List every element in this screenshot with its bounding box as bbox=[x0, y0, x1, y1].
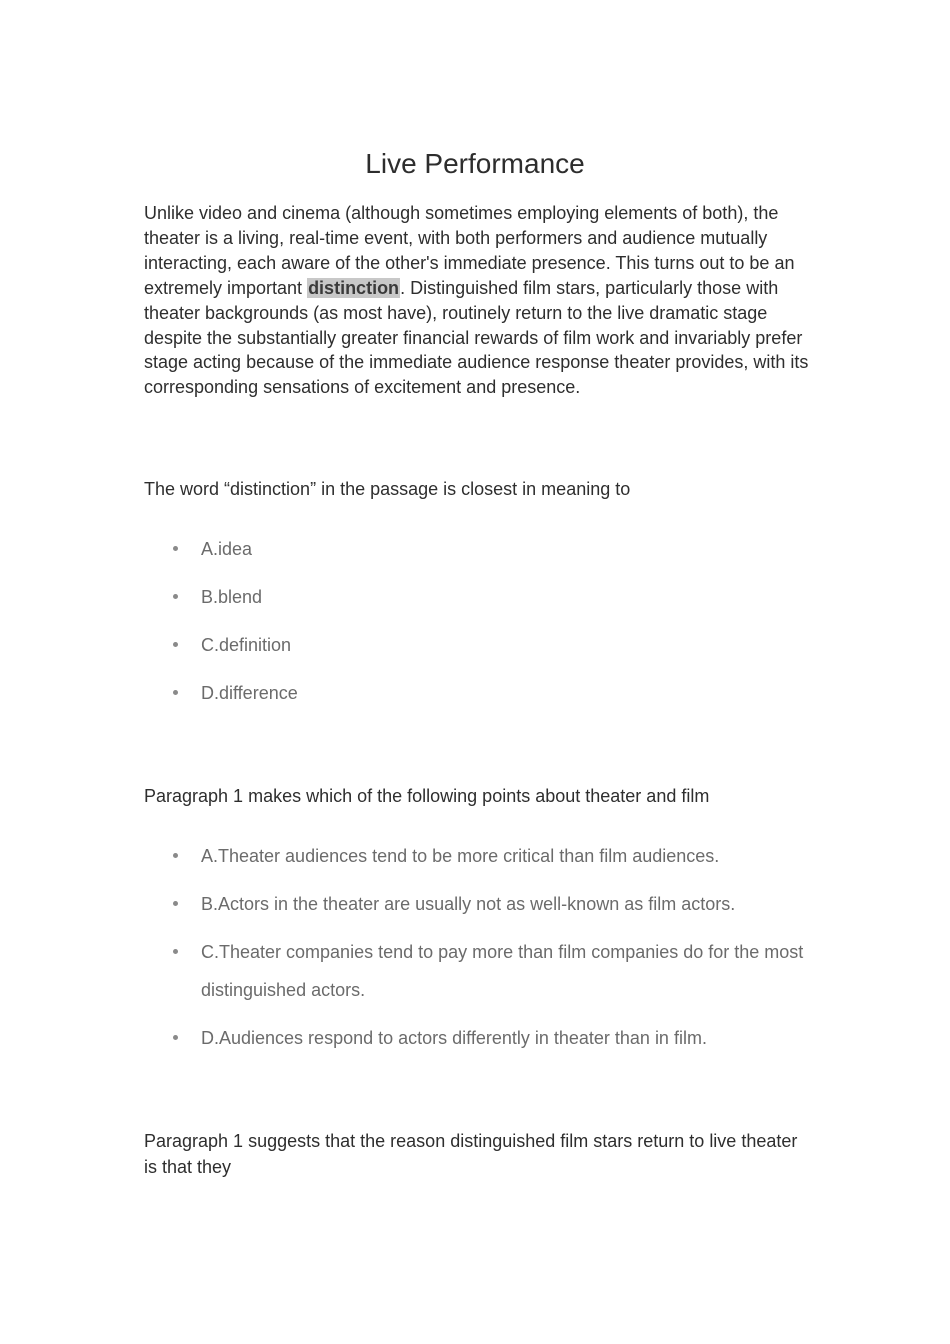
question-1-options bbox=[144, 530, 814, 722]
reading-passage bbox=[144, 201, 814, 400]
answer-option[interactable] bbox=[144, 530, 814, 568]
answer-option[interactable] bbox=[144, 1019, 814, 1057]
question-3-prompt: Paragraph 1 suggests that the reason distinguished film stars return to live theater is that they bbox=[144, 1131, 798, 1177]
bullet-icon bbox=[173, 642, 178, 647]
option-text: C.Theater companies tend to pay more than film companies do for the most distinguished actors. bbox=[201, 942, 804, 1000]
option-text: A.idea bbox=[201, 539, 253, 559]
bullet-icon bbox=[173, 546, 178, 551]
answer-option[interactable] bbox=[144, 933, 814, 1009]
answer-option[interactable] bbox=[144, 578, 814, 616]
question-2-prompt: Paragraph 1 makes which of the following points about theater and film bbox=[144, 786, 710, 806]
answer-option[interactable] bbox=[144, 885, 814, 923]
bullet-icon bbox=[173, 901, 178, 906]
option-text: A.Theater audiences tend to be more critical than film audiences. bbox=[201, 846, 720, 866]
option-text: D.difference bbox=[201, 683, 298, 703]
answer-option[interactable] bbox=[144, 837, 814, 875]
option-text: C.definition bbox=[201, 635, 292, 655]
passage-text-before: Unlike video and cinema (although sometimes employing elements of both), the theater is a living, real-time event, with both performers and audience mutually interacting, each aware of the other's immediate presence. This turns out to be an extremely important bbox=[144, 203, 795, 298]
bullet-icon bbox=[173, 1035, 178, 1040]
bullet-icon bbox=[173, 594, 178, 599]
highlighted-word: distinction bbox=[308, 277, 400, 298]
answer-option[interactable] bbox=[144, 626, 814, 664]
answer-option[interactable] bbox=[144, 674, 814, 712]
option-text: B.Actors in the theater are usually not as well-known as film actors. bbox=[201, 894, 736, 914]
question-1-prompt: The word “distinction” in the passage is closest in meaning to bbox=[144, 479, 631, 499]
question-2-options bbox=[144, 837, 814, 1067]
page-title: Live Performance bbox=[365, 148, 585, 179]
option-text: B.blend bbox=[201, 587, 263, 607]
passage-text-after: . Distinguished film stars, particularly those with theater backgrounds (as most have), routinely return to the live dramatic stage despite the substantially greater financial rewards of film work and invariably prefer stage acting because of the immediate audience response theater provides, with its corresponding sensations of excitement and presence. bbox=[144, 277, 809, 398]
bullet-icon bbox=[173, 853, 178, 858]
bullet-icon bbox=[173, 949, 178, 954]
bullet-icon bbox=[173, 690, 178, 695]
option-text: D.Audiences respond to actors differently in theater than in film. bbox=[201, 1028, 707, 1048]
